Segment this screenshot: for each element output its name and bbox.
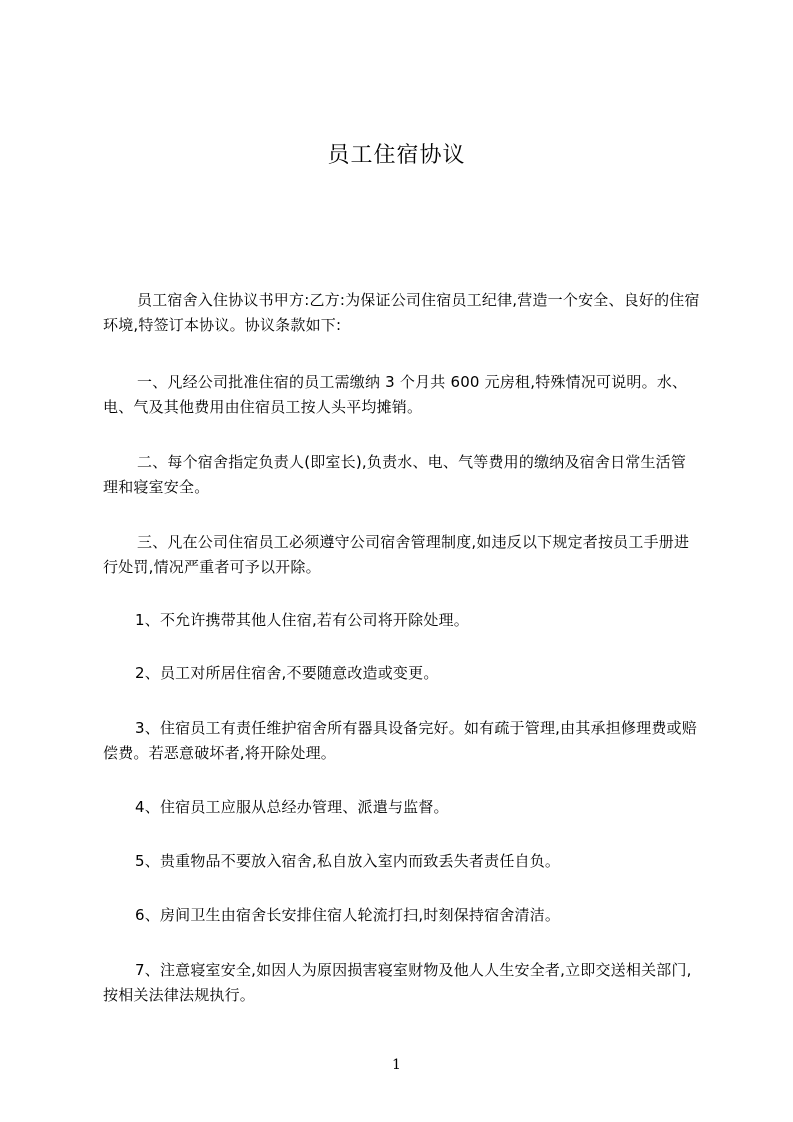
document-title: 员工住宿协议 [327,143,466,168]
rule-5: 5、贵重物品不要放入宿舍,私自放入室内而致丢失者责任自负。 [135,852,561,870]
rule-4: 4、住宿员工应服从总经办管理、派遣与监督。 [135,798,449,816]
clause-3: 三、凡在公司住宿员工必须遵守公司宿舍管理制度,如违反以下规定者按员工手册进行处罚,情况严重者可予以开除。 [103,533,690,576]
clause-1: 一、凡经公司批准住宿的员工需缴纳 3 个月共 600 元房租,特殊情况可说明。水、电、气及其他费用由住宿员工按人头平均摊销。 [103,373,688,416]
rule-1: 1、不允许携带其他人住宿,若有公司将开除处理。 [135,611,469,629]
rule-2: 2、员工对所居住宿舍,不要随意改造或变更。 [135,664,439,682]
intro-paragraph: 员工宿舍入住协议书甲方:乙方:为保证公司住宿员工纪律,营造一个安全、良好的住宿环境,特签订本协议。协议条款如下: [103,291,700,334]
rule-7: 7、注意寝室安全,如因人为原因损害寝室财物及他人人生安全者,立即交送相关部门,按相关法律法规执行。 [103,961,692,1004]
page-number: 1 [392,1057,401,1073]
clause-2: 二、每个宿舍指定负责人(即室长),负责水、电、气等费用的缴纳及宿舍日常生活管理和寝室安全。 [103,453,687,496]
rule-3: 3、住宿员工有责任维护宿舍所有器具设备完好。如有疏于管理,由其承担修理费或赔偿费。若恶意破坏者,将开除处理。 [103,719,697,762]
rule-6: 6、房间卫生由宿舍长安排住宿人轮流打扫,时刻保持宿舍清洁。 [135,906,561,924]
